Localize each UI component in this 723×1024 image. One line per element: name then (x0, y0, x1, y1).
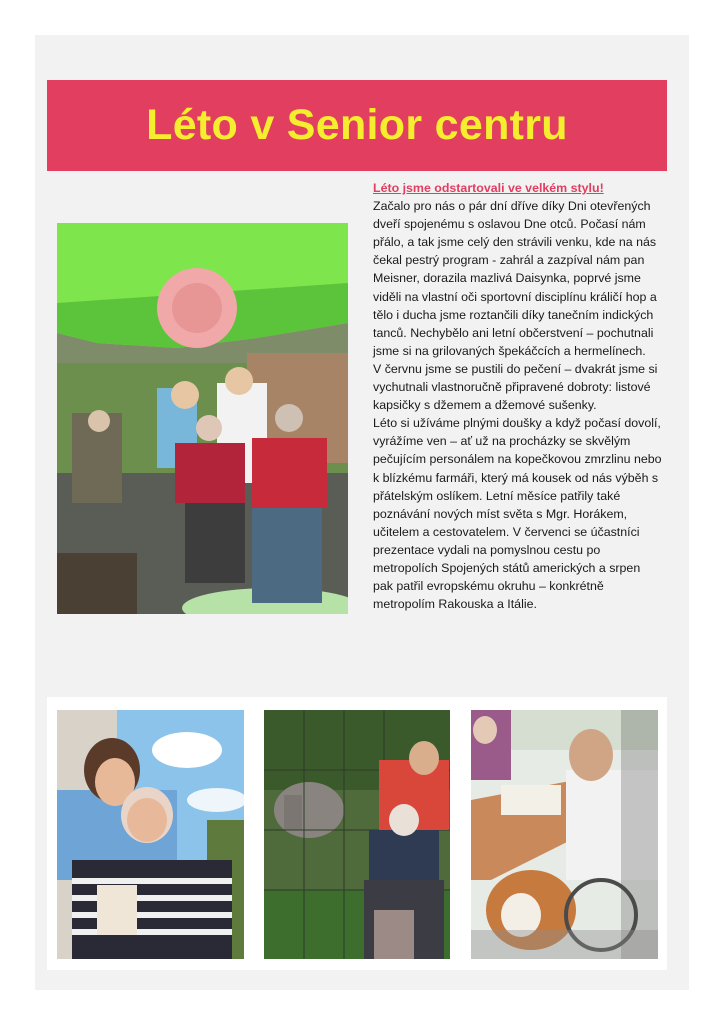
main-photo-garden-party (57, 223, 348, 614)
article-headline: Léto jsme odstartovali ve velkém stylu! (373, 181, 604, 195)
title-banner (47, 80, 667, 171)
page-title: Léto v Senior centru (146, 101, 568, 149)
article-text (373, 179, 663, 613)
photo-caregiver-hug (57, 710, 244, 959)
article-paragraph: V červnu jsme se pustili do pečení – dvakrát jsme si vychutnali vlastnoručně připravené dobroty: listové kapsičky s džemem a džemové sušenky. (373, 361, 658, 413)
article-paragraph: Začalo pro nás o pár dní dříve díky Dni otevřených dveří spojenému s oslavou Dne otců. Počasí nám přálo, a tak jsme celý den strávili venku, kde na nás čekal pestrý program - zahrál a zazpíval nám pan Meisner, dorazila mazlivá Daisynka, poprvé jsme viděli na vlastní oči sportovní disciplínu králičí hop a tělo i ducha jsme roztančili díky tanečním indických tanců. Nechybělo ani letní občerstvení – pochutnali jsme si na grilovaných špekáčcích a hermelínech. (373, 199, 657, 358)
photo-donkey-farm (264, 710, 450, 959)
photo-cards-with-dog (471, 710, 658, 959)
article-paragraph: Léto si užíváme plnými doušky a když počasí dovolí, vyrážíme ven – ať už na procházky se skvělým pečujícím personálem na kopečkovou zmrzlinu nebo k blízkému farmáři, který má kousek od nás výběh s přátelským oslíkem. Letní měsíce patřily také poznávání nových míst světa s Mgr. Horákem, učitelem a cestovatelem. V červenci se účastníci prezentace vydali na pomyslnou cestu po metropolích Spojených států amerických a srpen pak patřil evropskému okruhu – konkrétně metropolím Rakouska a Itálie. (373, 416, 662, 612)
